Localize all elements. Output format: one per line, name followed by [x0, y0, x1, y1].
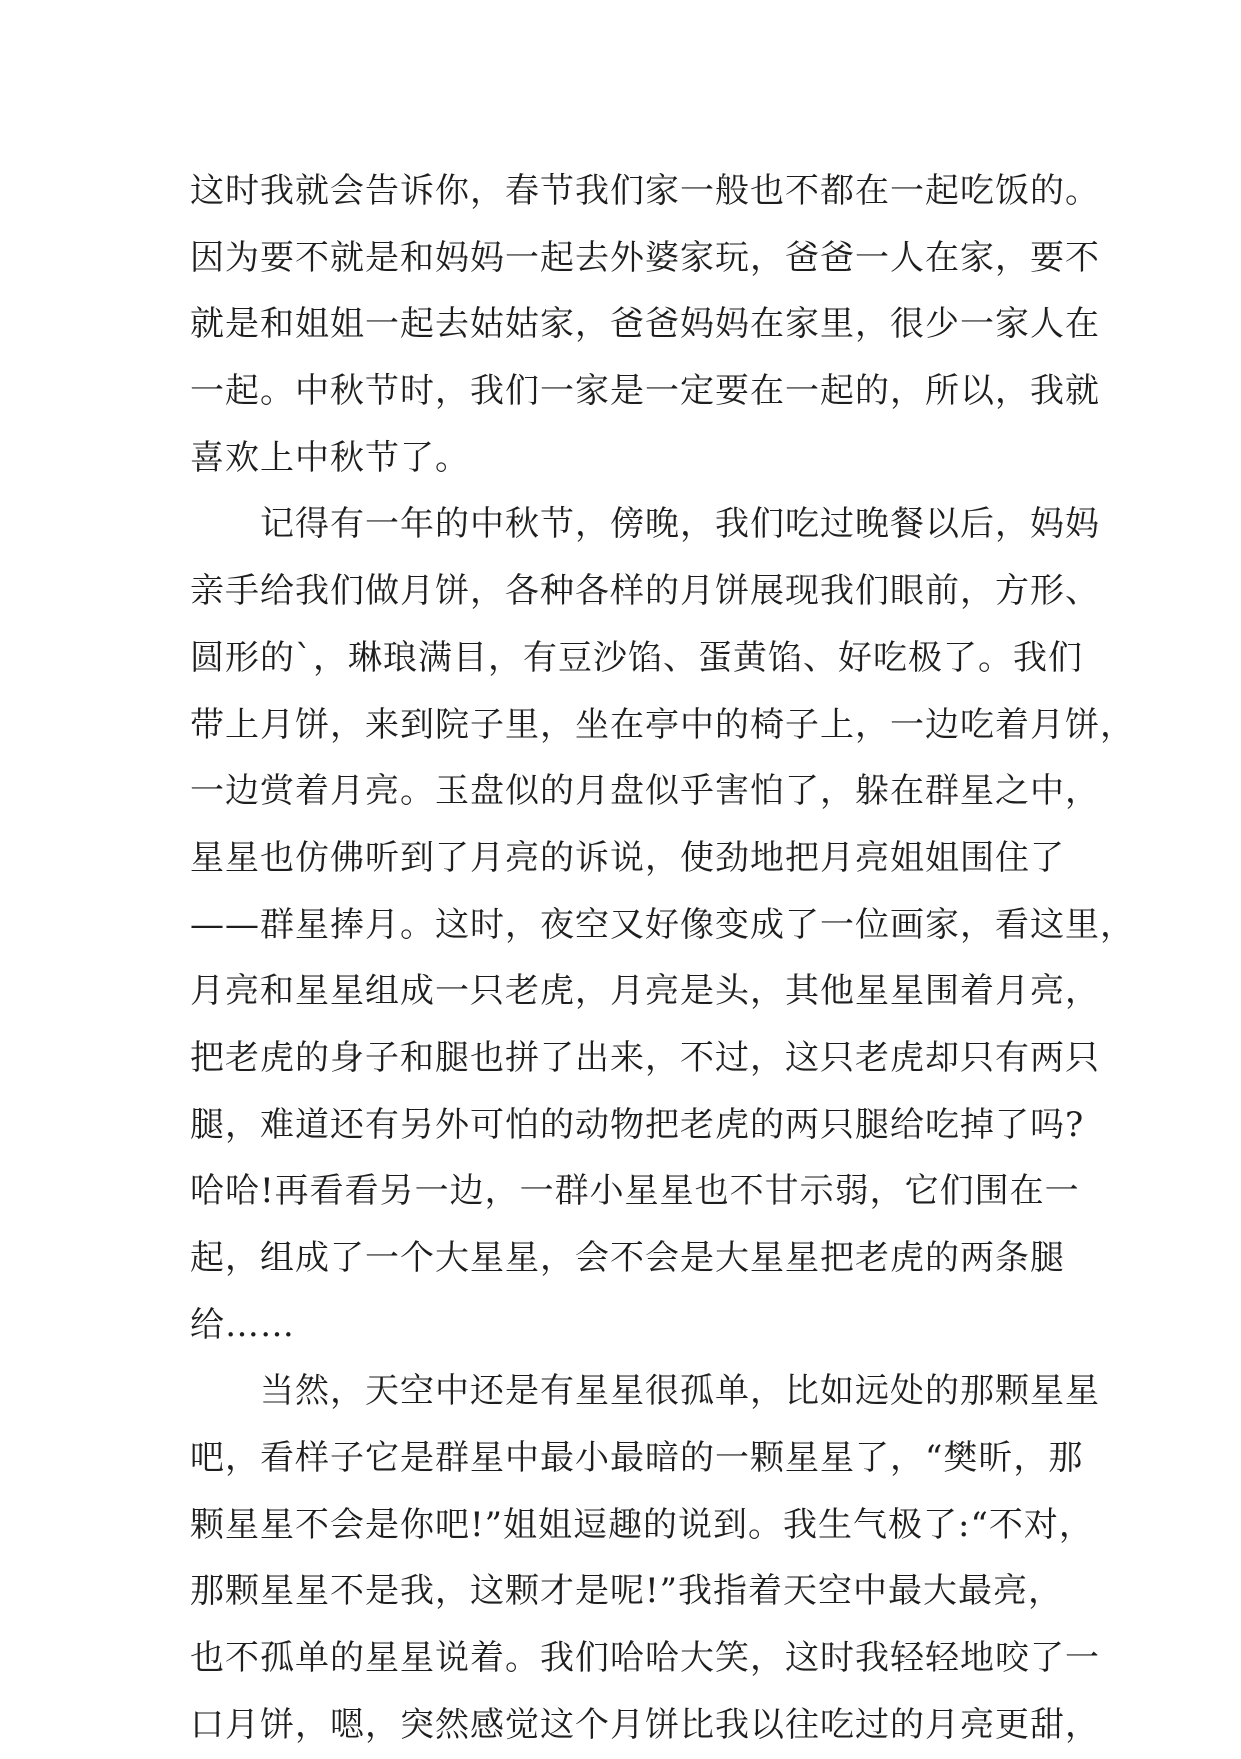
text-line: 也不孤单的星星说着。我们哈哈大笑，这时我轻轻地咬了一 — [190, 1638, 1100, 1679]
text-line: 这时我就会告诉你，春节我们家一般也不都在一起吃饭的。 — [190, 171, 1100, 211]
text-line: 一起。中秋节时，我们一家是一定要在一起的，所以，我就 — [190, 371, 1100, 412]
text-line: 起，组成了一个大星星，会不会是大星星把老虎的两条腿 — [190, 1238, 1065, 1278]
text-line: 就是和姐姐一起去姑姑家，爸爸妈妈在家里，很少一家人在 — [190, 304, 1100, 345]
text-line: 带上月饼，来到院子里，坐在亭中的椅子上，一边吃着月饼， — [190, 704, 1135, 745]
text-line: 因为要不就是和妈妈一起去外婆家玩，爸爸一人在家，要不 — [190, 237, 1100, 278]
paragraph-3 — [190, 1358, 1100, 1758]
text-line: ——群星捧月。这时，夜空又好像变成了一位画家，看这里， — [190, 904, 1135, 945]
text-line: 把老虎的身子和腿也拼了出来，不过，这只老虎却只有两只 — [190, 1037, 1100, 1078]
paragraph-2 — [190, 491, 1135, 1358]
text-line: 当然，天空中还是有星星很孤单，比如远处的那颗星星 — [260, 1371, 1100, 1412]
text-line: 哈哈!再看看另一边，一群小星星也不甘示弱，它们围在一 — [190, 1171, 1080, 1212]
text-line: 腿，难道还有另外可怕的动物把老虎的两只腿给吃掉了吗? — [190, 1104, 1085, 1145]
text-line: 一边赏着月亮。玉盘似的月盘似乎害怕了，躲在群星之中， — [190, 771, 1100, 812]
text-line: 给…… — [190, 1304, 295, 1345]
text-line: 圆形的`，琳琅满目，有豆沙馅、蛋黄馅、好吃极了。我们 — [190, 637, 1083, 678]
text-line: 星星也仿佛听到了月亮的诉说，使劲地把月亮姐姐围住了 — [190, 837, 1065, 878]
text-line: 吧，看样子它是群星中最小最暗的一颗星星了，“樊昕，那 — [190, 1438, 1084, 1479]
text-line: 口月饼，嗯，突然感觉这个月饼比我以往吃过的月亮更甜， — [190, 1704, 1100, 1745]
text-line: 喜欢上中秋节了。 — [190, 437, 470, 478]
text-line: 记得有一年的中秋节，傍晚，我们吃过晚餐以后，妈妈 — [260, 504, 1100, 545]
paragraph-1 — [190, 158, 1100, 491]
text-line: 那颗星星不是我，这颗才是呢!”我指着天空中最大最亮， — [190, 1571, 1064, 1612]
text-line: 亲手给我们做月饼，各种各样的月饼展现我们眼前，方形、 — [190, 571, 1100, 612]
body-text — [190, 158, 1135, 1759]
text-line: 颗星星不会是你吧!”姐姐逗趣的说到。我生气极了:“不对， — [190, 1504, 1094, 1545]
text-line: 月亮和星星组成一只老虎，月亮是头，其他星星围着月亮， — [190, 971, 1100, 1012]
